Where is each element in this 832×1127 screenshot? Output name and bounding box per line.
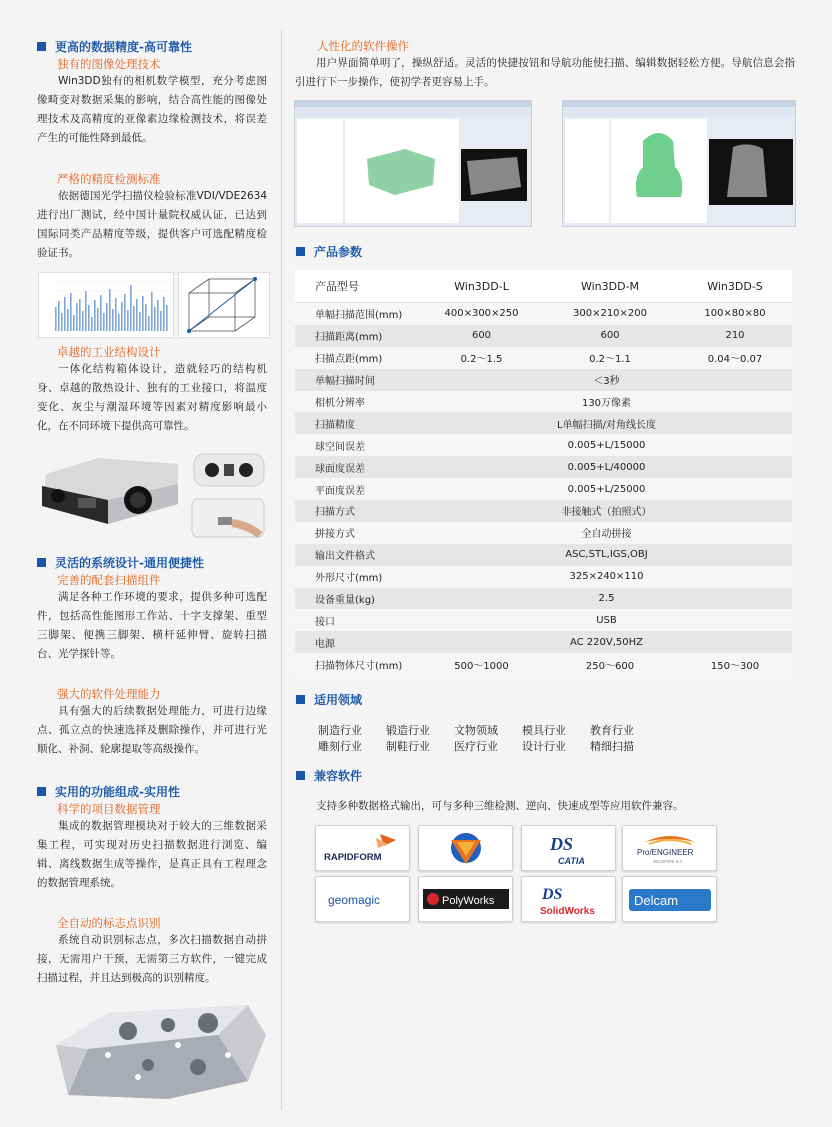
spec-value: 600: [600, 330, 620, 342]
spec-label: 接口: [315, 616, 335, 628]
section-title-text: 适用领域: [314, 693, 363, 707]
solidworks-logo: [521, 876, 616, 922]
proe-logo-subtext: WILDFIRE 5.0: [652, 859, 682, 864]
polyworks-logo: [418, 876, 513, 922]
spec-label: 扫描距离(mm): [315, 332, 383, 344]
solidworks-logo-text: SolidWorks: [539, 906, 595, 917]
spec-row: [295, 325, 792, 347]
spec-table: [295, 270, 792, 675]
spec-value: 250～600: [585, 660, 635, 672]
application-field: 文物领域: [454, 724, 498, 737]
proengineer-logo: [622, 825, 717, 871]
spec-label: 单幅扫描范围(mm): [315, 310, 403, 322]
spec-value-shared: 全自动拼接: [581, 529, 632, 541]
spec-value: 400×300×250: [444, 308, 519, 320]
spec-label: 拼接方式: [315, 529, 355, 541]
spec-row: [295, 456, 792, 478]
scanner-interface-image: [188, 495, 268, 541]
spec-row: [295, 588, 792, 610]
spec-value-shared: 0.005+L/40000: [567, 461, 646, 473]
spec-value-shared: AC 220V,50HZ: [569, 636, 644, 648]
catia-logo: [521, 825, 616, 871]
spec-label: 相机分辨率: [315, 398, 365, 409]
spec-row: [295, 544, 792, 566]
subtitle-image-processing: 独有的图像处理技术: [57, 57, 161, 71]
spec-label: 设备重量(kg): [315, 595, 375, 607]
application-field: 设计行业: [522, 740, 566, 753]
paragraph-data-management: 集成的数据管理模块对于较大的三维数据采集工程，可实现对历史扫描数据进行浏览、编辑、离线数据生成等操作，是真正具有工程理念的数据管理系统。: [37, 820, 267, 889]
bullet-square-icon: [296, 695, 305, 704]
spec-row: [295, 500, 792, 522]
header-win3dd-s: Win3DD-S: [707, 279, 763, 293]
spec-value-shared: ＜3秒: [593, 376, 620, 388]
bullet-square-icon: [296, 771, 305, 780]
spec-row: [295, 653, 792, 675]
delcam-logo: [622, 876, 717, 922]
spec-label: 扫描精度: [315, 419, 355, 431]
spec-table-header: [295, 270, 792, 303]
spec-row: [295, 478, 792, 500]
subtitle-scan-components: 完善的配套扫描组件: [57, 573, 161, 587]
spec-value-shared: 130万像素: [581, 398, 632, 409]
section-title-system-design: [37, 554, 204, 571]
cube-diagram-image: [178, 272, 270, 338]
mastercam-logo: [418, 825, 513, 871]
application-field: 锻造行业: [386, 724, 430, 737]
software-screenshot-engine: [294, 100, 532, 227]
spec-value: 0.04～0.07: [707, 354, 763, 366]
spec-label: 扫描方式: [315, 507, 355, 519]
spec-value-shared: L单幅扫描/对角线长度: [557, 419, 656, 431]
spec-label: 球面度误差: [315, 463, 365, 475]
bullet-square-icon: [37, 787, 46, 796]
spec-row: [295, 566, 792, 588]
spec-row: [295, 412, 792, 434]
proe-logo-text: Pro/ENGINEER: [636, 848, 693, 857]
svg-text:DS: DS: [549, 834, 573, 854]
spec-label: 电源: [315, 638, 335, 650]
application-field: 教育行业: [590, 724, 634, 737]
scanner-device-image: [38, 444, 180, 536]
header-model: 产品型号: [315, 280, 359, 293]
spec-row: [295, 347, 792, 369]
polyworks-logo-text: PolyWorks: [441, 895, 494, 907]
paragraph-compat: 支持多种数据格式输出，可与多种三维检测、逆向、快速成型等应用软件兼容。: [316, 800, 684, 812]
section-title-text: 灵活的系统设计-通用便捷性: [55, 556, 204, 570]
spec-label: 扫描点距(mm): [315, 354, 383, 366]
application-field: 精细扫描: [590, 740, 634, 753]
header-win3dd-l: Win3DD-L: [454, 279, 509, 293]
spec-value-shared: 0.005+L/15000: [567, 439, 646, 451]
paragraph-image-processing: Win3DD独有的相机数学模型，充分考虑图像畸变对数据采集的影响，结合高性能的图像处理技术及高精度的亚像素边缘检测技术，将误差产生的可能性降到最低。: [37, 75, 267, 144]
spec-value-shared: 0.005+L/25000: [567, 483, 646, 495]
paragraph-industrial-design: 一体化结构箱体设计，造就轻巧的结构机身、卓越的散热设计、独有的工业接口，将温度变化、灰尘与潮湿环境等因素对精度影响最小化，在不同环境下提供高可靠性。: [37, 363, 267, 432]
application-field: 模具行业: [522, 724, 566, 737]
spec-value: 150～300: [710, 660, 760, 672]
spec-value: 300×210×200: [572, 308, 648, 320]
spec-label: 平面度误差: [315, 485, 365, 497]
bullet-square-icon: [37, 558, 46, 567]
spec-value-shared: 325×240×110: [569, 571, 644, 583]
spec-value: 100×80×80: [704, 308, 766, 320]
spec-value-shared: 非接触式（拍照式）: [561, 507, 652, 519]
section-title-params: [296, 243, 362, 260]
section-title-text: 实用的功能组成-实用性: [55, 785, 180, 799]
spec-label: 球空间误差: [315, 441, 365, 453]
subtitle-data-management: 科学的项目数据管理: [57, 802, 161, 816]
subtitle-marker-recognition: 全自动的标志点识别: [57, 916, 161, 930]
spec-row: [295, 303, 792, 325]
application-field: 制造行业: [318, 724, 362, 737]
spec-row: [295, 522, 792, 544]
spec-row: [295, 609, 792, 631]
spec-value-shared: USB: [596, 614, 617, 626]
scanned-part-image: [48, 995, 270, 1107]
scanner-front-image: [188, 448, 268, 490]
application-field: 医疗行业: [454, 740, 498, 753]
precision-chart-image: [38, 272, 174, 338]
spec-value: 500～1000: [454, 660, 509, 672]
software-screenshot-statue: [562, 100, 796, 227]
section-title-text: 产品参数: [314, 245, 363, 259]
rapidform-logo: [315, 825, 410, 871]
apps-row-2: [318, 738, 658, 754]
spec-value: 600: [471, 330, 492, 342]
delcam-logo-text: Delcam: [633, 893, 678, 908]
geomagic-logo-text: geomagic: [327, 893, 380, 907]
bullet-square-icon: [37, 42, 46, 51]
application-field: 制鞋行业: [386, 740, 430, 753]
paragraph-scan-components: 满足各种工作环境的要求，提供多种可选配件，包括高性能图形工作站、十字支撑架、重型三脚架、便携三脚架、横杆延伸臂、旋转扫描台、光学探针等。: [37, 591, 267, 660]
subtitle-precision-standard: 严格的精度检测标准: [57, 172, 161, 186]
spec-value: 210: [725, 330, 745, 342]
apps-row-1: [318, 722, 658, 738]
subtitle-software-processing: 强大的软件处理能力: [57, 687, 161, 701]
spec-label: 单幅扫描时间: [315, 376, 375, 388]
section-title-text: 更高的数据精度-高可靠性: [55, 40, 192, 54]
paragraph-marker-recognition: 系统自动识别标志点，多次扫描数据自动拼接，无需用户干预，无需第三方软件，一键完成扫描过程，并且达到极高的识别精度。: [37, 934, 267, 984]
paragraph-software-ui: 用户界面简单明了，操纵舒适。灵活的快捷按钮和导航功能使扫描、编辑数据轻松方便。导航信息会指引进行下一步操作，使初学者更容易上手。: [295, 57, 795, 88]
subtitle-software-ui: 人性化的软件操作: [317, 39, 409, 53]
spec-row: [295, 434, 792, 456]
geomagic-logo: [315, 876, 410, 922]
section-title-practical: [37, 783, 180, 800]
spec-row: [295, 391, 792, 413]
spec-label: 扫描物体尺寸(mm): [315, 660, 403, 672]
paragraph-software-processing: 具有强大的后续数据处理能力，可进行边缘点、孤立点的快速选择及删除操作，并可进行光顺化、补洞、轮廓提取等高级操作。: [37, 705, 267, 755]
svg-text:DS: DS: [541, 886, 562, 903]
column-divider: [281, 30, 282, 1110]
section-title-apps: [296, 691, 362, 708]
section-title-precision: [37, 38, 192, 55]
spec-value-shared: ASC,STL,IGS,OBJ: [565, 549, 648, 561]
spec-row: [295, 631, 792, 653]
catia-logo-text: CATIA: [557, 856, 585, 866]
spec-value: 0.2～1.5: [460, 354, 503, 366]
section-title-text: 兼容软件: [314, 769, 363, 783]
rapidform-logo-text: RAPIDFORM: [323, 852, 382, 863]
spec-value: 0.2～1.1: [589, 354, 631, 366]
spec-label: 外形尺寸(mm): [315, 573, 383, 585]
spec-value-shared: 2.5: [598, 593, 615, 605]
subtitle-industrial-design: 卓越的工业结构设计: [57, 345, 161, 359]
header-win3dd-m: Win3DD-M: [580, 279, 640, 293]
spec-row: [295, 369, 792, 391]
spec-label: 输出文件格式: [315, 551, 375, 563]
paragraph-precision-standard: 依据德国光学扫描仪检验标准VDI/VDE2634进行出厂测试，经中国计量院权威认证，已达到国际同类产品精度等级，提供客户可选配精度检验证书。: [37, 190, 267, 259]
application-field: 雕刻行业: [318, 740, 362, 753]
bullet-square-icon: [296, 247, 305, 256]
section-title-compat: [296, 767, 362, 784]
